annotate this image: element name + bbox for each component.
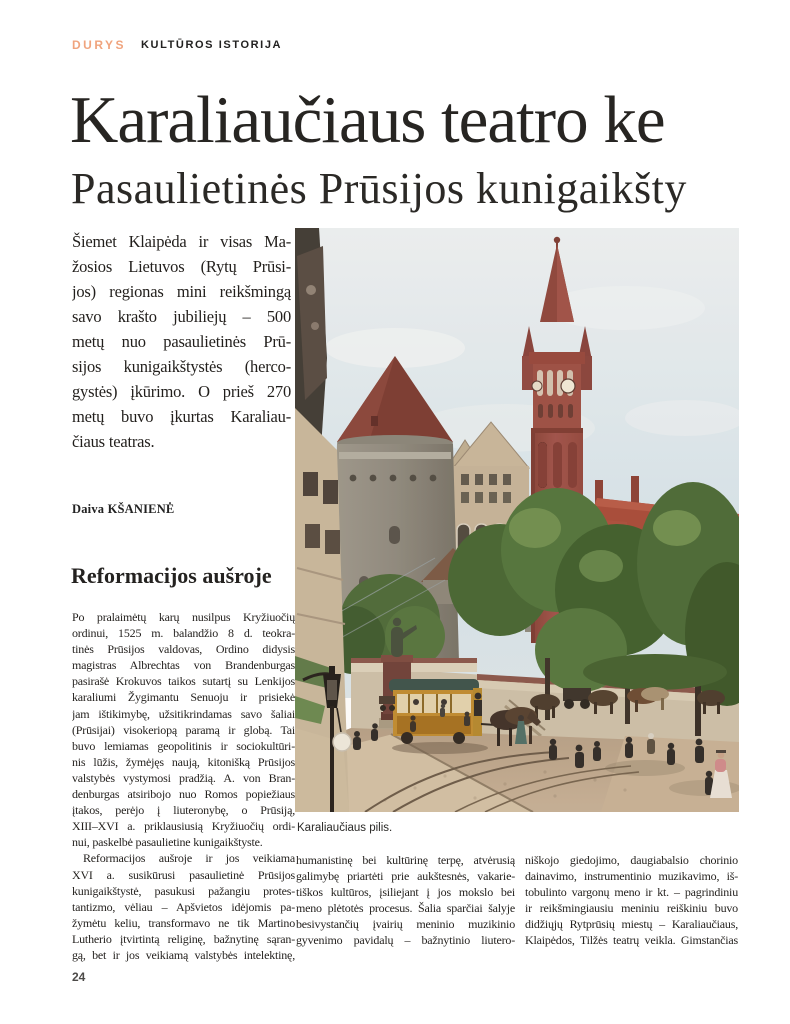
section-kicker: KULTŪROS ISTORIJA: [141, 39, 283, 51]
text-line: tinės Prūsijos valdovas, Ordino didysis: [72, 642, 295, 657]
text-line: savo krašto jubiliejų – 500: [72, 307, 291, 326]
text-line: gą, bet ir jos veikiamą valstybės intelektinę,: [72, 947, 295, 962]
author-byline: Daiva KŠANIENĖ: [72, 502, 175, 516]
text-line: Reformacijos aušroje ir jos veikiama: [83, 851, 295, 866]
text-line: humanistinę bei kultūrinę terpę, atvėrusią: [296, 853, 515, 867]
text-line: buvo lemiamas geopolitinis ir sociokultūri-: [72, 738, 295, 753]
magazine-name: DURYS: [72, 38, 127, 52]
text-line: Po pralaimėtų karų nusilpus Kryžiuočių: [72, 610, 295, 624]
text-line: metų nuo pasaulietinės Prū-: [72, 332, 291, 351]
body-column-left: [72, 609, 295, 963]
text-line: jos) regionas mini reikšmingą: [72, 282, 291, 301]
photo-tint: [295, 228, 739, 812]
text-line: gyvenimo pavidalų – bažnytinio liutero-: [296, 933, 515, 948]
text-line: XIII–XVI a. priklausiusią Kryžiuočių ordi-: [72, 819, 295, 834]
section-heading: Reformacijos aušroje: [71, 563, 272, 588]
text-line: pasirašė Krokuvos taikos sutartį su Lenkijos: [72, 674, 295, 689]
text-line: kunigaikštystė, pasukusi pažangiu protes-: [72, 883, 295, 898]
text-line: nis lūžis, žymėjęs naują, kitonišką Prūsijos: [72, 754, 295, 769]
text-line: dainavimo, instrumentinio muzikavimo, iš-: [525, 869, 738, 884]
text-line: nui, paskelbė pasaulietine kunigaikštyste.: [72, 835, 263, 850]
text-line: įtakos, perėjo į liuteronybę, o Prūsiją,: [72, 803, 295, 818]
castle-photo-illustration: [295, 228, 739, 812]
text-line: žosios Lietuvos (Rytų Prūsi-: [72, 257, 291, 276]
text-line: sijos kunigaikštystės (herco-: [72, 357, 291, 376]
text-line: galimybę priartėti prie aukštesnės, vakarie-: [296, 869, 515, 884]
text-line: tantizmo, vėliau – Apšvietos idėjomis pa-: [72, 899, 295, 914]
text-line: didžiųjų Rytprūsių miestų – Karaliaučiaus,: [525, 917, 738, 932]
text-line: XVI a. susikūrusi pasaulietinė Prūsijos: [72, 867, 295, 882]
text-line: ir reikšmingiausiu meniniu reiškiniu buvo: [525, 901, 738, 916]
text-line: meno plėtotės procesus. Šalia sparčiai šalyje: [296, 901, 515, 916]
text-line: čiaus teatras.: [72, 432, 155, 451]
body-column-right: [525, 852, 738, 949]
text-line: (Prūsijai) visokeriopą paramą ir globą. Tai: [72, 722, 295, 737]
text-line: karaliumi Žygimantu Senuoju ir prisiekė: [72, 690, 295, 705]
text-line: metų buvo įkurtas Karaliau-: [72, 407, 291, 426]
article-title: Karaliaučiaus teatro ke: [70, 83, 665, 157]
body-column-middle: [296, 852, 515, 949]
text-line: gystės) įkūrimo. O prieš 270: [72, 382, 291, 401]
text-line: magistras Albrechtas von Brandenburgas: [72, 658, 295, 673]
text-line: tiškos kultūros, įsiliejant į jos mokslo bei: [296, 885, 515, 900]
text-line: Klaipėdos, Tilžės teatrų veikla. Gimstančias: [525, 933, 738, 948]
text-line: tobulinto vargonų meno ir kt. – pagrindiniu: [525, 885, 738, 900]
text-line: jam ištikimybę, užsitikrindamas savo šaliai: [72, 706, 295, 721]
text-line: žymėtu keliu, transformavo ne tik Martino: [72, 915, 295, 930]
page-number: 24: [72, 970, 86, 984]
photo-caption: Karaliaučiaus pilis.: [297, 822, 393, 834]
intro-paragraph: [72, 229, 291, 454]
text-line: valstybės vystymosi pradžią. A. von Bran-: [72, 770, 295, 785]
text-line: niškojo giedojimo, daugiabalsio chorinio: [525, 853, 738, 867]
text-line: besivystančių įvairių meninio muzikinio: [296, 917, 515, 932]
text-line: ordinui, 1525 m. balandžio 8 d. teokra-: [72, 626, 295, 641]
article-subtitle: Pasaulietinės Prūsijos kunigaikšty: [71, 164, 687, 213]
castle-photo: [295, 228, 739, 812]
text-line: denburgas atsiribojo nuo Romos popiežiaus: [72, 787, 295, 802]
text-line: Lutherio įtvirtintą religinę, bažnytinę sąran-: [72, 931, 295, 946]
text-line: Šiemet Klaipėda ir visas Ma-: [72, 232, 291, 251]
